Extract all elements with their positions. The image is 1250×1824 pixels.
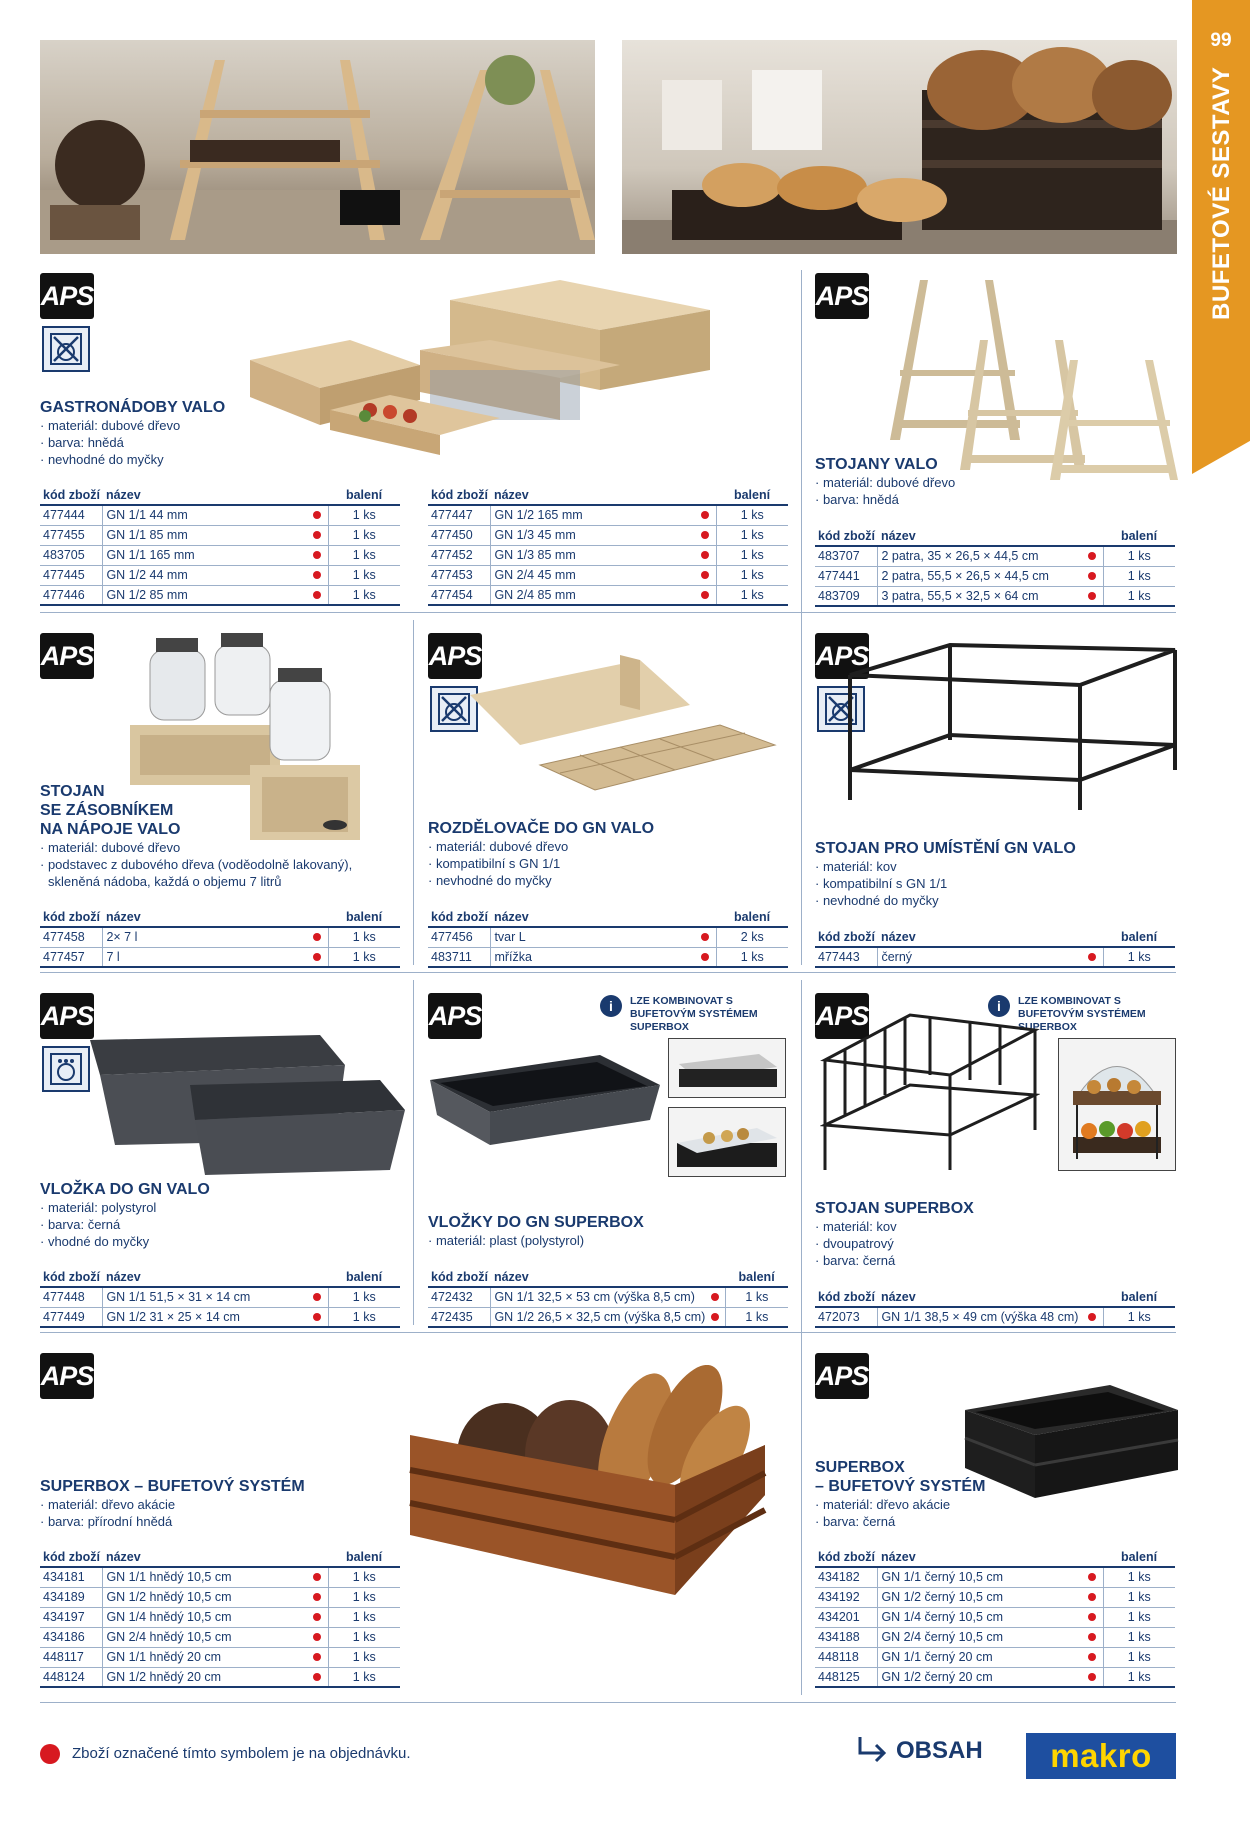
order-dot-icon xyxy=(1088,1573,1096,1581)
col-name: název xyxy=(103,485,310,505)
product-table-zasobnik: kód zboží název balení 477458 2× 7 l 1 ks 477457 7 l 1 ks xyxy=(40,907,400,968)
table-row: 448124 GN 1/2 hnědý 20 cm 1 ks xyxy=(40,1667,400,1687)
order-dot-icon xyxy=(1088,552,1096,560)
aps-logo: APS xyxy=(815,1353,869,1399)
order-dot-icon xyxy=(1088,1673,1096,1681)
order-dot-icon xyxy=(1088,572,1096,580)
superbox-brown-image xyxy=(405,1365,770,1605)
table-row: 434182 GN 1/1 černý 10,5 cm 1 ks xyxy=(815,1567,1175,1587)
order-dot-icon xyxy=(1088,1653,1096,1661)
table-row: 434181 GN 1/1 hnědý 10,5 cm 1 ks xyxy=(40,1567,400,1587)
product-table-superbox-cr: kód zboží název balení 434182 GN 1/1 černý 10,5 cm 1 ks 434192 GN 1/2 černý 10,5 cm 1 ks 434201 GN 1/4 černý 10,5 cm 1 ks 434188 GN 2/4 černý 10,5 cm 1 ks 448118 GN 1/1 černý 20 cm 1 ks 448125 GN 1/2 černý 20 cm 1 ks xyxy=(815,1547,1175,1688)
table-row: 483711 mřížka 1 ks xyxy=(428,947,788,967)
table-row: 477455 GN 1/1 85 mm 1 ks xyxy=(40,525,400,545)
order-dot-icon xyxy=(313,953,321,961)
order-dot-icon xyxy=(1088,1313,1096,1321)
table-row: 477458 2× 7 l 1 ks xyxy=(40,927,400,947)
order-dot-icon xyxy=(313,511,321,519)
order-dot-icon xyxy=(711,1293,719,1301)
table-row: 483705 GN 1/1 165 mm 1 ks xyxy=(40,545,400,565)
order-dot-icon xyxy=(1088,592,1096,600)
aps-logo: APS xyxy=(815,273,869,319)
bullet-list-stojan-gn: · materiál: kov · kompatibilní s GN 1/1 · nevhodné do myčky xyxy=(815,858,1175,909)
table-row: 477453 GN 2/4 45 mm 1 ks xyxy=(428,565,788,585)
table-row: 477452 GN 1/3 85 mm 1 ks xyxy=(428,545,788,565)
info-icon: i xyxy=(600,995,622,1017)
section-title: BUFETOVÉ SESTAVY xyxy=(1208,66,1235,320)
order-dot-icon xyxy=(313,1653,321,1661)
order-dot-icon xyxy=(313,551,321,559)
table-row: 483709 3 patra, 55,5 × 32,5 × 64 cm 1 ks xyxy=(815,586,1175,606)
aps-logo: APS xyxy=(815,993,869,1039)
stands-image xyxy=(880,270,1180,485)
gn-stand-image xyxy=(830,630,1180,815)
product-table-stojany: kód zboží název balení 483707 2 patra, 35 × 26,5 × 44,5 cm 1 ks 477441 2 patra, 55,5 × 26,5 × 44,5 cm 1 ks 483709 3 patra, 55,5 × 32,5 × 64 cm 1 ks xyxy=(815,526,1175,607)
aps-logo: APS xyxy=(428,633,482,679)
table-row: 477447 GN 1/2 165 mm 1 ks xyxy=(428,505,788,525)
combine-note: i LZE KOMBINOVAT S BUFETOVÝM SYSTÉMEM SUPERBOX xyxy=(988,995,1158,1034)
table-row: 477443 černý 1 ks xyxy=(815,947,1175,967)
buffet-photo-left xyxy=(40,40,595,254)
section-title-gastro: GASTRONÁDOBY VALO xyxy=(40,399,226,416)
divider xyxy=(40,972,1176,973)
section-title-stojan-sb: STOJAN SUPERBOX xyxy=(815,1200,974,1217)
divider xyxy=(40,612,1176,613)
bullet: · barva: hnědá xyxy=(40,434,400,451)
section-title-stojany: STOJANY VALO xyxy=(815,456,938,473)
table-row: 477448 GN 1/1 51,5 × 31 × 14 cm 1 ks xyxy=(40,1287,400,1307)
table-row: 477444 GN 1/1 44 mm 1 ks xyxy=(40,505,400,525)
bullet-list-superbox-hn: · materiál: dřevo akácie · barva: přírodní hnědá xyxy=(40,1496,400,1530)
table-row: 448125 GN 1/2 černý 20 cm 1 ks xyxy=(815,1667,1175,1687)
order-dot-icon xyxy=(701,571,709,579)
bullet-list-rozdelovace: · materiál: dubové dřevo · kompatibilní s GN 1/1 · nevhodné do myčky xyxy=(428,838,788,889)
order-dot-icon xyxy=(701,531,709,539)
dishwasher-icon xyxy=(42,326,90,372)
footer-note: Zboží označené tímto symbolem je na objednávku. xyxy=(72,1745,411,1762)
table-row: 477445 GN 1/2 44 mm 1 ks xyxy=(40,565,400,585)
page-number: 99 xyxy=(1210,30,1232,51)
divider xyxy=(40,1332,1176,1333)
bullet: · nevhodné do myčky xyxy=(40,451,400,468)
table-row: 477457 7 l 1 ks xyxy=(40,947,400,967)
table-row: 434186 GN 2/4 hnědý 10,5 cm 1 ks xyxy=(40,1627,400,1647)
table-row: 434188 GN 2/4 černý 10,5 cm 1 ks xyxy=(815,1627,1175,1647)
order-dot-icon xyxy=(313,1293,321,1301)
order-dot-icon xyxy=(1088,1613,1096,1621)
product-table-superbox-hn: kód zboží název balení 434181 GN 1/1 hnědý 10,5 cm 1 ks 434189 GN 1/2 hnědý 10,5 cm 1 ks 434197 GN 1/4 hnědý 10,5 cm 1 ks 434186 GN 2/4 hnědý 10,5 cm 1 ks 448117 GN 1/1 hnědý 20 cm 1 ks 448124 GN 1/2 hnědý 20 cm 1 ks xyxy=(40,1547,400,1688)
product-table-gastro-b: kód zboží název balení 477447 GN 1/2 165 mm 1 ks 477450 GN 1/3 45 mm 1 ks 477452 GN 1/3 85 mm 1 ks 477453 GN 2/4 45 mm 1 ks 477454 GN 2/4 85 mm 1 ks xyxy=(428,485,788,606)
order-dot-icon xyxy=(701,591,709,599)
table-row: 477449 GN 1/2 31 × 25 × 14 cm 1 ks xyxy=(40,1307,400,1327)
table-row: 434192 GN 1/2 černý 10,5 cm 1 ks xyxy=(815,1587,1175,1607)
section-title-superbox-cr: SUPERBOX – BUFETOVÝ SYSTÉM xyxy=(815,1459,986,1495)
table-row: 434201 GN 1/4 černý 10,5 cm 1 ks xyxy=(815,1607,1175,1627)
order-dot-icon xyxy=(701,953,709,961)
section-title-vlozky-sb: VLOŽKY DO GN SUPERBOX xyxy=(428,1214,644,1231)
aps-logo: APS xyxy=(40,273,94,319)
bullet-list-gastro xyxy=(40,417,400,468)
return-arrow-icon xyxy=(856,1735,890,1767)
gn-insert-image xyxy=(80,1030,405,1180)
section-title-zasobnik: STOJAN SE ZÁSOBNÍKEM NA NÁPOJE VALO xyxy=(40,783,181,838)
section-title-vlozka: VLOŽKA DO GN VALO xyxy=(40,1181,210,1198)
table-row: 483707 2 patra, 35 × 26,5 × 44,5 cm 1 ks xyxy=(815,546,1175,566)
order-dot-icon xyxy=(1088,1593,1096,1601)
bullet-list-vlozka: · materiál: polystyrol · barva: černá · vhodné do myčky xyxy=(40,1199,400,1250)
table-row: 434189 GN 1/2 hnědý 10,5 cm 1 ks xyxy=(40,1587,400,1607)
makro-logo: makro xyxy=(1026,1733,1176,1779)
order-dot-icon xyxy=(313,591,321,599)
thumbnail-tray xyxy=(668,1038,786,1098)
bullet: · materiál: dubové dřevo xyxy=(40,417,400,434)
order-dot-icon xyxy=(313,531,321,539)
table-row: 472435 GN 1/2 26,5 × 32,5 cm (výška 8,5 cm) 1 ks xyxy=(428,1307,788,1327)
aps-logo: APS xyxy=(40,993,94,1039)
table-row: 472073 GN 1/1 38,5 × 49 cm (výška 48 cm) 1 ks xyxy=(815,1307,1175,1327)
superbox-stand-image xyxy=(820,1000,1040,1175)
order-dot-icon xyxy=(701,551,709,559)
aps-logo: APS xyxy=(815,633,869,679)
toc-link[interactable] xyxy=(856,1735,983,1767)
product-table-rozdelovace: kód zboží název balení 477456 tvar L 2 ks 483711 mřížka 1 ks xyxy=(428,907,788,968)
section-title-superbox-hn: SUPERBOX – BUFETOVÝ SYSTÉM xyxy=(40,1478,305,1495)
order-dot-icon xyxy=(40,1744,60,1764)
divider xyxy=(40,1702,1176,1703)
section-title-stojan-gn: STOJAN PRO UMÍSTĚNÍ GN VALO xyxy=(815,840,1076,857)
order-dot-icon xyxy=(313,1633,321,1641)
order-dot-icon xyxy=(1088,1633,1096,1641)
bullet-list-stojany: · materiál: dubové dřevo · barva: hnědá xyxy=(815,474,1175,508)
product-table-vlozka: kód zboží název balení 477448 GN 1/1 51,5 × 31 × 14 cm 1 ks 477449 GN 1/2 31 × 25 × 14 cm 1 ks xyxy=(40,1267,400,1328)
divider xyxy=(801,980,802,1695)
product-table-stojan-sb: kód zboží název balení 472073 GN 1/1 38,5 × 49 cm (výška 48 cm) 1 ks xyxy=(815,1287,1175,1328)
order-dot-icon xyxy=(701,511,709,519)
divider xyxy=(801,270,802,965)
order-dot-icon xyxy=(313,571,321,579)
table-row: 477456 tvar L 2 ks xyxy=(428,927,788,947)
table-row: 448118 GN 1/1 černý 20 cm 1 ks xyxy=(815,1647,1175,1667)
table-row: 472432 GN 1/1 32,5 × 53 cm (výška 8,5 cm) 1 ks xyxy=(428,1287,788,1307)
toc-label[interactable]: OBSAH xyxy=(896,1737,983,1764)
dividers-image xyxy=(470,655,780,805)
table-row: 477441 2 patra, 55,5 × 26,5 × 44,5 cm 1 ks xyxy=(815,566,1175,586)
order-dot-icon xyxy=(313,1593,321,1601)
bullet-list-vlozky-sb: · materiál: plast (polystyrol) xyxy=(428,1232,788,1249)
thumbnail-tray-food xyxy=(668,1107,786,1177)
table-row: 448117 GN 1/1 hnědý 20 cm 1 ks xyxy=(40,1647,400,1667)
aps-logo: APS xyxy=(428,993,482,1039)
order-dot-icon xyxy=(313,1613,321,1621)
order-dot-icon xyxy=(711,1313,719,1321)
combine-note: i LZE KOMBINOVAT S BUFETOVÝM SYSTÉMEM SUPERBOX xyxy=(600,995,770,1034)
divider xyxy=(413,620,414,965)
divider xyxy=(413,980,414,1325)
bullet-list-superbox-cr: · materiál: dřevo akácie · barva: černá xyxy=(815,1496,1175,1530)
bullet-list-stojan-sb: · materiál: kov · dvoupatrový · barva: černá xyxy=(815,1218,1175,1269)
order-dot-icon xyxy=(313,1573,321,1581)
order-dot-icon xyxy=(313,933,321,941)
bread-photo-right xyxy=(622,40,1177,254)
order-dot-icon xyxy=(313,1313,321,1321)
col-code: kód zboží xyxy=(40,485,103,505)
table-row: 434197 GN 1/4 hnědý 10,5 cm 1 ks xyxy=(40,1607,400,1627)
aps-logo: APS xyxy=(40,633,94,679)
bullet-list-zasobnik: · materiál: dubové dřevo · podstavec z dubového dřeva (voděodolně lakovaný), skleněná nádoba, každá o objemu 7 litrů xyxy=(40,839,400,890)
order-dot-icon xyxy=(701,933,709,941)
product-table-gastro-a xyxy=(40,485,400,606)
order-dot-icon xyxy=(313,1673,321,1681)
section-title-rozdelovace: ROZDĚLOVAČE DO GN VALO xyxy=(428,820,655,837)
order-dot-icon xyxy=(1088,953,1096,961)
product-table-vlozky-sb: kód zboží název balení 472432 GN 1/1 32,5 × 53 cm (výška 8,5 cm) 1 ks 472435 GN 1/2 26,5 × 32,5 cm (výška 8,5 cm) 1 ks xyxy=(428,1267,788,1328)
info-icon: i xyxy=(988,995,1010,1017)
col-pack: balení xyxy=(328,485,400,505)
aps-logo: APS xyxy=(40,1353,94,1399)
table-row: 477454 GN 2/4 85 mm 1 ks xyxy=(428,585,788,605)
thumbnail-stand-food xyxy=(1058,1038,1176,1171)
superbox-insert-image xyxy=(425,1050,660,1150)
superbox-black-image xyxy=(960,1380,1180,1500)
product-table-stojan-gn: kód zboží název balení 477443 černý 1 ks xyxy=(815,927,1175,968)
table-row: 477450 GN 1/3 45 mm 1 ks xyxy=(428,525,788,545)
table-row: 477446 GN 1/2 85 mm 1 ks xyxy=(40,585,400,605)
